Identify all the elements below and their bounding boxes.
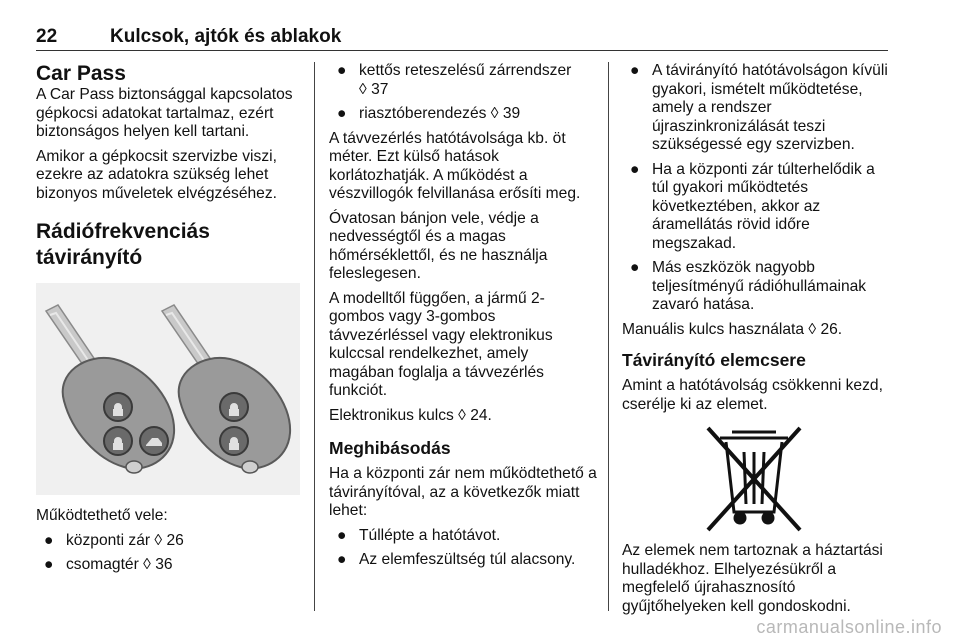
list-item [36, 556, 300, 575]
reference-arrow-icon: ◊ [154, 531, 163, 549]
column-divider-2 [608, 62, 609, 611]
list-fault-causes [329, 527, 597, 570]
page-title: Kulcsok, ajtók és ablakok [110, 26, 342, 47]
paragraph-range: A távvezérlés hatótávolsága kb. öt méter. Ezt külső hatások korlátozhatják. A működést a vészvillogók felvillanása erősíti meg. [329, 129, 581, 202]
list-item-text: A távirányító hatótávolságon kívüli gyakori, ismételt működtetése, amely a rendszer újraszinkronizálását teszi szükségessé egy szervizben. [652, 62, 888, 153]
list-operable [36, 532, 300, 575]
paragraph-models: A modelltől függően, a jármű 2-gombos vagy 3-gombos távvezérléssel vagy elektronikus kulccsal rendelkezhet, amely magában foglalja a távvezérlés funkciót. [329, 289, 553, 399]
list-item [622, 161, 888, 254]
reference-page: 26 [166, 531, 184, 549]
bullet-icon: ● [630, 62, 640, 79]
remote-keys-illustration [36, 283, 300, 495]
bullet-icon: ● [630, 259, 640, 276]
list-item-text: Más eszközök nagyobb teljesítményű rádióhullámainak zavaró hatása. [652, 259, 867, 313]
electronic-key-text: Elektronikus kulcs [329, 406, 454, 424]
reference-arrow-icon: ◊ [359, 80, 367, 98]
reference-page: 36 [155, 556, 173, 573]
heading-remote-control [36, 219, 300, 271]
manual-key-text: Manuális kulcs használata [622, 320, 805, 338]
crossed-bin-icon [622, 424, 888, 534]
paragraph-electronic-key [329, 407, 597, 426]
reference-page: 39 [502, 105, 521, 122]
reference-page: 24. [470, 406, 492, 424]
list-item-text: csomagtér [66, 556, 139, 573]
page-reference[interactable] [143, 556, 172, 573]
list-item-text: riasztóberendezés [359, 105, 487, 122]
list-item-text: Az elemfeszültség túl alacsony. [359, 551, 576, 568]
bullet-icon: ● [44, 556, 54, 573]
header-divider [36, 50, 888, 51]
list-item-text: Túllépte a hatótávot. [359, 526, 501, 544]
page-number: 22 [36, 26, 58, 47]
list-item [36, 532, 300, 551]
paragraph-disposal: Az elemek nem tartoznak a háztartási hulladékhoz. Elhelyezésükről a megfelelő újrahasznosító gyűjtőhelyeken kell gondoskodni. [622, 542, 883, 615]
bullet-icon: ● [44, 531, 54, 549]
paragraph-manual-key [622, 321, 888, 340]
page-reference[interactable] [154, 532, 183, 549]
heading-remote-control-line1: Rádiófrekvenciás [36, 220, 210, 243]
bullet-icon: ● [337, 526, 347, 544]
paragraph-car-pass-2: Amikor a gépkocsit szervizbe viszi, ezekre az adatokra szükség lehet bizonyos műveletek elvégzéséhez. [36, 147, 277, 202]
reference-arrow-icon: ◊ [808, 320, 817, 338]
paragraph-battery: Amint a hatótávolság csökkenni kezd, cserélje ki az elemet. [622, 377, 883, 413]
bullet-icon: ● [337, 551, 347, 568]
page-reference[interactable] [808, 321, 842, 338]
list-fault-causes-continued [622, 62, 888, 315]
page-header [36, 26, 888, 50]
watermark: carmanualsonline.info [756, 617, 942, 637]
page-reference[interactable] [359, 81, 388, 98]
column-2 [329, 62, 597, 576]
list-item [622, 62, 888, 155]
reference-page: 26. [820, 320, 843, 338]
column-divider-1 [314, 62, 315, 611]
list-functions [329, 62, 597, 124]
list-item [329, 551, 597, 570]
list-item [622, 259, 888, 315]
list-item-text: kettős reteszelésű zárrendszer [359, 62, 572, 79]
heading-fault: Meghibásodás [329, 438, 451, 458]
column-1 [36, 62, 300, 581]
column-3 [622, 62, 888, 622]
reference-arrow-icon: ◊ [143, 556, 151, 573]
list-item-text: központi zár [66, 531, 151, 549]
page-reference[interactable] [458, 407, 492, 424]
bullet-icon: ● [630, 160, 640, 178]
bullet-icon: ● [337, 62, 347, 79]
page-reference[interactable] [491, 105, 520, 122]
list-item [329, 105, 597, 124]
heading-car-pass: Car Pass [36, 62, 126, 85]
paragraph-car-pass-1: A Car Pass biztonsággal kapcsolatos gépkocsi adatokat tartalmaz, ezért biztonságos helyen kell tartani. [36, 86, 293, 140]
list-item-text: Ha a központi zár túlterhelődik a túl gyakori működtetés következtében, akkor az áramellátás rövid időre megszakad. [652, 160, 875, 252]
paragraph-care: Óvatosan bánjon vele, védje a nedvességtől és a magas hőmérséklettől, és ne használja feleslegesen. [329, 209, 548, 282]
bullet-icon: ● [337, 105, 347, 122]
list-item [329, 62, 597, 99]
reference-page: 37 [371, 80, 389, 98]
paragraph-fault: Ha a központi zár nem működtethető a távirányítóval, az a következők miatt lehet: [329, 465, 597, 519]
list-item [329, 527, 597, 546]
reference-arrow-icon: ◊ [458, 406, 466, 424]
reference-arrow-icon: ◊ [490, 105, 499, 122]
heading-remote-control-line2: távirányító [36, 246, 143, 269]
heading-battery-replacement: Távirányító elemcsere [622, 350, 806, 370]
paragraph-operable: Működtethető vele: [36, 507, 168, 524]
